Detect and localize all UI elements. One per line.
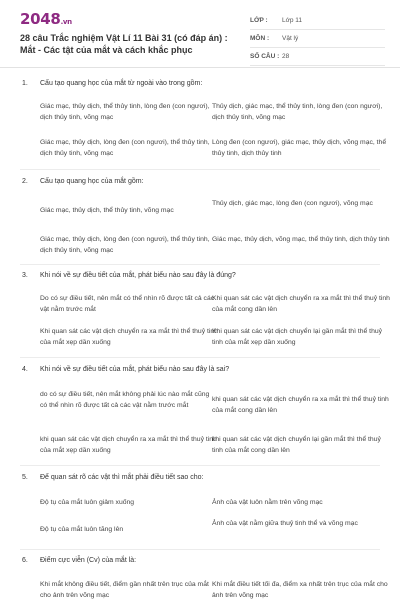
option-c[interactable]: Giác mạc, thủy dịch, lòng đen (con ngươi), thể thủy tinh, dịch thủy tinh, võng mạc — [40, 139, 210, 157]
question-text: Khi nói về sự điều tiết của mắt, phát biểu nào sau đây là đúng? — [40, 272, 236, 279]
question-text: Khi nói về sự điều tiết của mắt, phát biểu nào sau đây là sai? — [40, 366, 230, 373]
meta-key: LỚP : — [250, 17, 268, 24]
page-title: 28 câu Trắc nghiệm Vật Lí 11 Bài 31 (có đáp án) : Mắt - Các tật của mắt và cách khắc phục — [20, 33, 228, 55]
logo-text: 2048 — [20, 10, 61, 28]
logo-suffix: .vn — [60, 18, 72, 26]
question-number: 3. — [22, 272, 28, 279]
option-c[interactable]: Giác mạc, thủy dịch, lòng đen (con ngươi), thể thủy tinh, dịch thủy tinh, võng mạc — [40, 236, 210, 254]
question-number: 4. — [22, 366, 28, 373]
option-a[interactable]: Độ tụ của mắt luôn giảm xuống — [40, 499, 135, 506]
divider — [20, 169, 380, 170]
option-b[interactable]: Khi quan sát các vật dịch chuyển ra xa mắt thì thể thuỷ tinh của mắt cong dần lên — [212, 295, 390, 313]
question-4 — [22, 366, 380, 373]
option-d[interactable]: Ảnh của vật nằm giữa thuỷ tinh thể và võng mạc — [212, 520, 358, 527]
question-number: 2. — [22, 178, 28, 185]
option-b[interactable]: khi quan sát các vật dịch chuyển ra xa mắt thì thể thuỷ tinh của mắt cong dần lên — [212, 396, 389, 414]
option-a[interactable]: Do có sự điều tiết, nên mắt có thể nhìn rõ được tất cả các vật nằm trước mắt — [40, 295, 215, 313]
question-text: Cấu tạo quang học của mắt từ ngoài vào trong gồm: — [40, 80, 203, 87]
option-a[interactable]: Giác mạc, thủy dịch, thể thủy tinh, võng mạc — [40, 207, 174, 214]
option-d[interactable]: khi quan sát các vật dịch chuyển lại gần mắt thì thể thuỷ tinh của mắt cong dần lên — [212, 436, 381, 454]
question-1 — [22, 80, 380, 87]
option-d[interactable]: Giác mạc, thủy dịch, võng mạc, thể thủy tinh, dịch thủy tinh — [212, 236, 390, 243]
divider — [20, 465, 380, 466]
question-number: 6. — [22, 557, 28, 564]
question-5 — [22, 474, 380, 481]
question-text: Để quan sát rõ các vật thì mắt phải điều tiết sao cho: — [40, 474, 204, 481]
meta-value: Vật lý — [282, 35, 299, 42]
option-c[interactable]: Khi quan sát các vật dịch chuyển ra xa mắt thì thể thuỷ tinh của mắt xẹp dần xuống — [40, 328, 218, 346]
question-number: 5. — [22, 474, 28, 481]
question-3 — [22, 272, 380, 279]
meta-row-count — [250, 48, 385, 66]
question-text: Điểm cực viễn (Cv) của mắt là: — [40, 557, 137, 564]
divider — [20, 357, 380, 358]
question-text: Cấu tạo quang học của mắt gồm: — [40, 178, 144, 185]
meta-value: 28 — [282, 53, 290, 60]
document-header — [0, 0, 400, 68]
divider — [20, 264, 380, 265]
option-b[interactable]: Thủy dịch, giác mạc, thể thủy tinh, lòng đen (con ngươi), dịch thủy tinh, võng mạc — [212, 103, 383, 121]
meta-row-subject — [250, 30, 385, 48]
site-logo[interactable] — [20, 10, 72, 28]
question-number: 1. — [22, 80, 28, 87]
option-b[interactable]: Thủy dịch, giác mạc, lòng đen (con ngươi), võng mạc — [212, 200, 373, 207]
option-a[interactable]: Khi mắt không điều tiết, điểm gần nhất trên trục của mắt cho ảnh trên võng mạc — [40, 581, 209, 599]
option-d[interactable]: Khi quan sát các vật dịch chuyển lại gần mắt thì thể thuỷ tinh của mắt xẹp dần xuống — [212, 328, 383, 346]
meta-key: SỐ CÂU : — [250, 53, 280, 60]
question-2 — [22, 178, 380, 185]
option-b[interactable]: Ảnh của vật luôn nằm trên võng mạc — [212, 499, 323, 506]
option-d[interactable]: Lòng đen (con ngươi), giác mạc, thủy dịch, võng mạc, thể thủy tinh, dịch thủy tinh — [212, 139, 387, 157]
option-c[interactable]: Độ tụ của mắt luôn tăng lên — [40, 526, 124, 533]
meta-value: Lớp 11 — [282, 17, 303, 24]
option-c[interactable]: khi quan sát các vật dịch chuyển ra xa mắt thì thể thuỷ tinh của mắt xẹp dần xuống — [40, 436, 217, 454]
meta-table — [250, 12, 385, 66]
meta-key: MÔN : — [250, 35, 270, 42]
option-a[interactable]: Giác mạc, thủy dịch, thể thủy tinh, lòng đen (con ngươi), dịch thủy tinh, võng mạc — [40, 103, 210, 121]
option-b[interactable]: Khi mắt điều tiết tối đa, điểm xa nhất trên trục của mắt cho ảnh trên võng mạc — [212, 581, 388, 599]
question-6 — [22, 557, 380, 564]
divider — [20, 549, 380, 550]
meta-row-class — [250, 12, 385, 30]
option-a[interactable]: do có sự điều tiết, nên mắt không phải lúc nào mắt cũng có thể nhìn rõ được tất cả các vật nằm trước mắt — [40, 391, 210, 409]
